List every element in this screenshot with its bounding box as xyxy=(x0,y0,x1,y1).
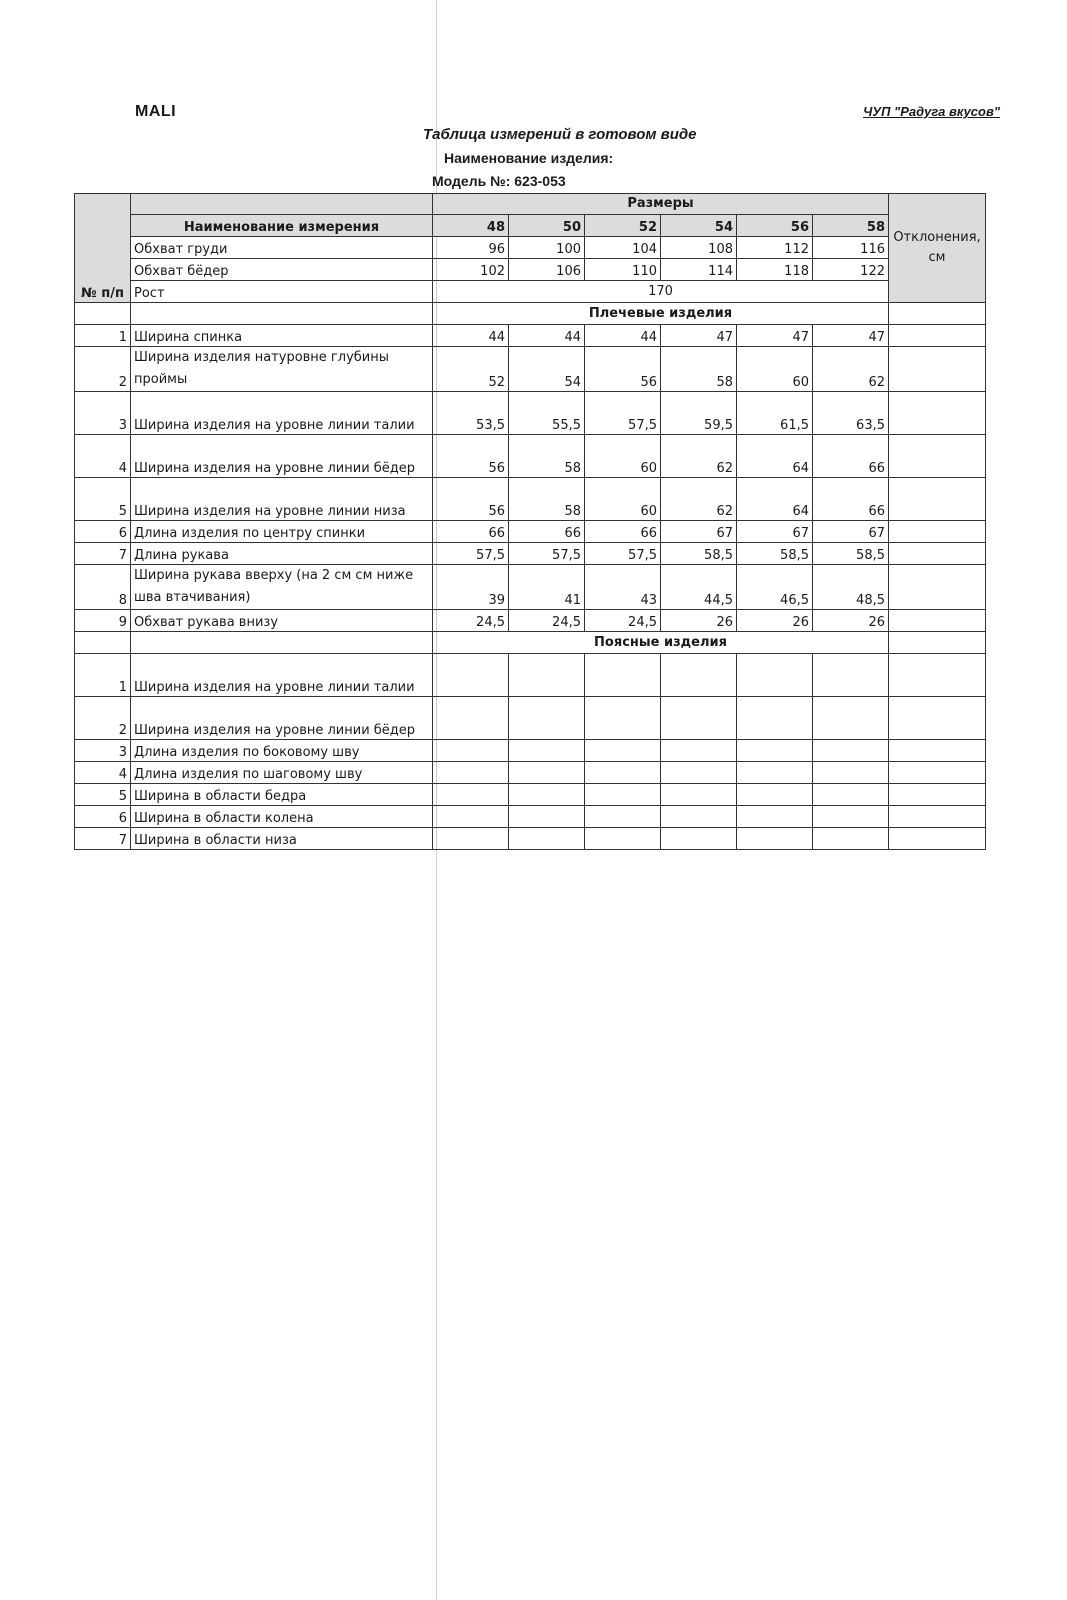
deviation-header: Отклонения, см xyxy=(889,194,986,303)
value-cell: 66 xyxy=(585,521,661,543)
value-cell: 44,5 xyxy=(661,565,737,610)
deviation-cell xyxy=(889,610,986,632)
measurement-name: Ширина в области бедра xyxy=(131,784,433,806)
value-cell: 63,5 xyxy=(813,392,889,435)
row-number: 1 xyxy=(75,654,131,697)
value-cell xyxy=(661,762,737,784)
height-label: Рост xyxy=(131,281,433,303)
height-row xyxy=(75,281,986,303)
section-blank xyxy=(75,632,131,654)
cell: 96 xyxy=(433,237,509,259)
value-cell: 60 xyxy=(737,347,813,392)
chest-row xyxy=(75,237,986,259)
value-cell: 57,5 xyxy=(509,543,585,565)
value-cell: 44 xyxy=(585,325,661,347)
value-cell: 47 xyxy=(661,325,737,347)
row-number: 6 xyxy=(75,806,131,828)
document-title: Таблица измерений в готовом виде xyxy=(423,126,697,143)
header-row-sizes xyxy=(75,194,986,215)
deviation-cell xyxy=(889,478,986,521)
lower-row xyxy=(75,697,986,740)
value-cell: 67 xyxy=(813,521,889,543)
value-cell: 60 xyxy=(585,478,661,521)
model-number: 623-053 xyxy=(514,173,566,189)
value-cell xyxy=(585,654,661,697)
row-number: 6 xyxy=(75,521,131,543)
value-cell xyxy=(433,654,509,697)
upper-row xyxy=(75,392,986,435)
deviation-cell xyxy=(889,347,986,392)
measurement-name: Ширина изделия натуровне глубины проймы xyxy=(131,347,433,392)
upper-row xyxy=(75,325,986,347)
row-number: 2 xyxy=(75,347,131,392)
value-cell xyxy=(661,697,737,740)
value-cell: 58 xyxy=(509,435,585,478)
section-blank xyxy=(131,303,433,325)
row-number: 2 xyxy=(75,697,131,740)
value-cell xyxy=(813,828,889,850)
value-cell: 47 xyxy=(737,325,813,347)
value-cell: 57,5 xyxy=(585,543,661,565)
upper-row xyxy=(75,347,986,392)
value-cell: 47 xyxy=(813,325,889,347)
section-upper-row xyxy=(75,303,986,325)
value-cell: 66 xyxy=(813,435,889,478)
value-cell: 56 xyxy=(585,347,661,392)
lower-row xyxy=(75,784,986,806)
section-blank xyxy=(75,303,131,325)
row-number: 3 xyxy=(75,392,131,435)
value-cell xyxy=(509,828,585,850)
deviation-cell xyxy=(889,654,986,697)
value-cell: 62 xyxy=(661,478,737,521)
value-cell: 64 xyxy=(737,435,813,478)
measurement-name: Длина изделия по боковому шву xyxy=(131,740,433,762)
deviation-cell xyxy=(889,521,986,543)
value-cell: 44 xyxy=(509,325,585,347)
value-cell: 66 xyxy=(813,478,889,521)
size-56: 56 xyxy=(737,215,813,237)
value-cell: 62 xyxy=(661,435,737,478)
cell: 106 xyxy=(509,259,585,281)
row-number: 7 xyxy=(75,543,131,565)
upper-row xyxy=(75,435,986,478)
value-cell xyxy=(737,828,813,850)
brand-name: MALI xyxy=(135,103,177,120)
value-cell: 53,5 xyxy=(433,392,509,435)
cell: 100 xyxy=(509,237,585,259)
lower-row xyxy=(75,806,986,828)
row-number: 5 xyxy=(75,478,131,521)
value-cell: 58,5 xyxy=(813,543,889,565)
value-cell xyxy=(737,697,813,740)
value-cell: 58,5 xyxy=(661,543,737,565)
value-cell xyxy=(661,784,737,806)
value-cell xyxy=(585,697,661,740)
value-cell: 55,5 xyxy=(509,392,585,435)
value-cell xyxy=(433,697,509,740)
value-cell: 26 xyxy=(813,610,889,632)
value-cell xyxy=(433,762,509,784)
value-cell xyxy=(585,762,661,784)
deviation-cell xyxy=(889,325,986,347)
npp-header: № п/п xyxy=(75,194,131,303)
value-cell: 58 xyxy=(661,347,737,392)
cell: 112 xyxy=(737,237,813,259)
upper-row xyxy=(75,610,986,632)
deviation-cell xyxy=(889,828,986,850)
value-cell xyxy=(585,806,661,828)
measurement-name: Ширина спинка xyxy=(131,325,433,347)
model-label: Модель №: xyxy=(432,173,511,189)
measurement-name: Длина изделия по центру спинки xyxy=(131,521,433,543)
value-cell xyxy=(661,740,737,762)
value-cell: 64 xyxy=(737,478,813,521)
value-cell: 44 xyxy=(433,325,509,347)
hips-label: Обхват бёдер xyxy=(131,259,433,281)
upper-row xyxy=(75,478,986,521)
value-cell xyxy=(737,654,813,697)
value-cell xyxy=(509,784,585,806)
model-line xyxy=(432,173,566,189)
deviation-cell xyxy=(889,762,986,784)
lower-row xyxy=(75,740,986,762)
row-number: 4 xyxy=(75,435,131,478)
upper-row xyxy=(75,565,986,610)
measurement-name: Ширина изделия на уровне линии талии xyxy=(131,654,433,697)
item-name-label: Наименование изделия: xyxy=(444,150,614,166)
height-value: 170 xyxy=(433,281,889,303)
measurement-name: Длина изделия по шаговому шву xyxy=(131,762,433,784)
lower-row xyxy=(75,828,986,850)
value-cell xyxy=(585,740,661,762)
measurement-name: Ширина изделия на уровне линии бёдер xyxy=(131,435,433,478)
deviation-cell xyxy=(889,784,986,806)
deviation-cell xyxy=(889,543,986,565)
value-cell: 26 xyxy=(737,610,813,632)
value-cell: 39 xyxy=(433,565,509,610)
value-cell: 56 xyxy=(433,478,509,521)
cell: 104 xyxy=(585,237,661,259)
value-cell xyxy=(737,762,813,784)
value-cell: 24,5 xyxy=(433,610,509,632)
value-cell: 58 xyxy=(509,478,585,521)
value-cell: 43 xyxy=(585,565,661,610)
size-58: 58 xyxy=(813,215,889,237)
row-number: 3 xyxy=(75,740,131,762)
cell: 110 xyxy=(585,259,661,281)
value-cell xyxy=(509,654,585,697)
name-header-top xyxy=(131,194,433,215)
size-52: 52 xyxy=(585,215,661,237)
value-cell xyxy=(509,740,585,762)
value-cell: 57,5 xyxy=(433,543,509,565)
section-blank xyxy=(131,632,433,654)
value-cell: 56 xyxy=(433,435,509,478)
measurement-name: Обхват рукава внизу xyxy=(131,610,433,632)
row-number: 1 xyxy=(75,325,131,347)
value-cell: 67 xyxy=(661,521,737,543)
chest-label: Обхват груди xyxy=(131,237,433,259)
value-cell: 24,5 xyxy=(585,610,661,632)
measurement-table xyxy=(74,193,986,850)
section-blank xyxy=(889,303,986,325)
row-number: 4 xyxy=(75,762,131,784)
value-cell xyxy=(433,806,509,828)
measurement-name: Ширина изделия на уровне линии талии xyxy=(131,392,433,435)
value-cell: 59,5 xyxy=(661,392,737,435)
cell: 116 xyxy=(813,237,889,259)
hips-row xyxy=(75,259,986,281)
deviation-cell xyxy=(889,806,986,828)
value-cell: 60 xyxy=(585,435,661,478)
row-number: 8 xyxy=(75,565,131,610)
value-cell: 58,5 xyxy=(737,543,813,565)
deviation-cell xyxy=(889,697,986,740)
value-cell xyxy=(509,762,585,784)
value-cell: 57,5 xyxy=(585,392,661,435)
value-cell xyxy=(509,806,585,828)
cell: 108 xyxy=(661,237,737,259)
value-cell xyxy=(813,654,889,697)
section-blank xyxy=(889,632,986,654)
measurement-name: Ширина в области колена xyxy=(131,806,433,828)
section-lower-row xyxy=(75,632,986,654)
measurement-name: Ширина изделия на уровне линии низа xyxy=(131,478,433,521)
measurement-name: Ширина рукава вверху (на 2 см см ниже шва втачивания) xyxy=(131,565,433,610)
value-cell xyxy=(813,762,889,784)
value-cell: 62 xyxy=(813,347,889,392)
cell: 122 xyxy=(813,259,889,281)
value-cell: 46,5 xyxy=(737,565,813,610)
value-cell xyxy=(661,654,737,697)
value-cell xyxy=(813,740,889,762)
deviation-cell xyxy=(889,740,986,762)
value-cell xyxy=(737,806,813,828)
section-upper-title: Плечевые изделия xyxy=(433,303,889,325)
sizes-header: Размеры xyxy=(433,194,889,215)
value-cell: 67 xyxy=(737,521,813,543)
upper-row xyxy=(75,521,986,543)
value-cell xyxy=(433,828,509,850)
value-cell: 66 xyxy=(509,521,585,543)
name-header: Наименование измерения xyxy=(131,215,433,237)
deviation-cell xyxy=(889,435,986,478)
cell: 102 xyxy=(433,259,509,281)
value-cell xyxy=(433,784,509,806)
value-cell xyxy=(585,784,661,806)
value-cell xyxy=(737,740,813,762)
upper-row xyxy=(75,543,986,565)
measurement-name: Ширина в области низа xyxy=(131,828,433,850)
cell: 114 xyxy=(661,259,737,281)
value-cell xyxy=(813,806,889,828)
row-number: 5 xyxy=(75,784,131,806)
value-cell xyxy=(585,828,661,850)
value-cell xyxy=(737,784,813,806)
value-cell xyxy=(433,740,509,762)
value-cell: 48,5 xyxy=(813,565,889,610)
lower-row xyxy=(75,654,986,697)
section-lower-title: Поясные изделия xyxy=(433,632,889,654)
value-cell: 61,5 xyxy=(737,392,813,435)
value-cell xyxy=(813,784,889,806)
size-48: 48 xyxy=(433,215,509,237)
value-cell xyxy=(661,828,737,850)
value-cell: 24,5 xyxy=(509,610,585,632)
size-50: 50 xyxy=(509,215,585,237)
header-row-size-values xyxy=(75,215,986,237)
deviation-cell xyxy=(889,565,986,610)
value-cell: 41 xyxy=(509,565,585,610)
row-number: 7 xyxy=(75,828,131,850)
value-cell xyxy=(813,697,889,740)
measurement-name: Длина рукава xyxy=(131,543,433,565)
row-number: 9 xyxy=(75,610,131,632)
measurement-name: Ширина изделия на уровне линии бёдер xyxy=(131,697,433,740)
size-54: 54 xyxy=(661,215,737,237)
value-cell: 54 xyxy=(509,347,585,392)
company-name: ЧУП "Радуга вкусов" xyxy=(863,104,1000,119)
value-cell xyxy=(661,806,737,828)
value-cell: 66 xyxy=(433,521,509,543)
value-cell: 26 xyxy=(661,610,737,632)
deviation-cell xyxy=(889,392,986,435)
value-cell: 52 xyxy=(433,347,509,392)
value-cell xyxy=(509,697,585,740)
lower-row xyxy=(75,762,986,784)
cell: 118 xyxy=(737,259,813,281)
